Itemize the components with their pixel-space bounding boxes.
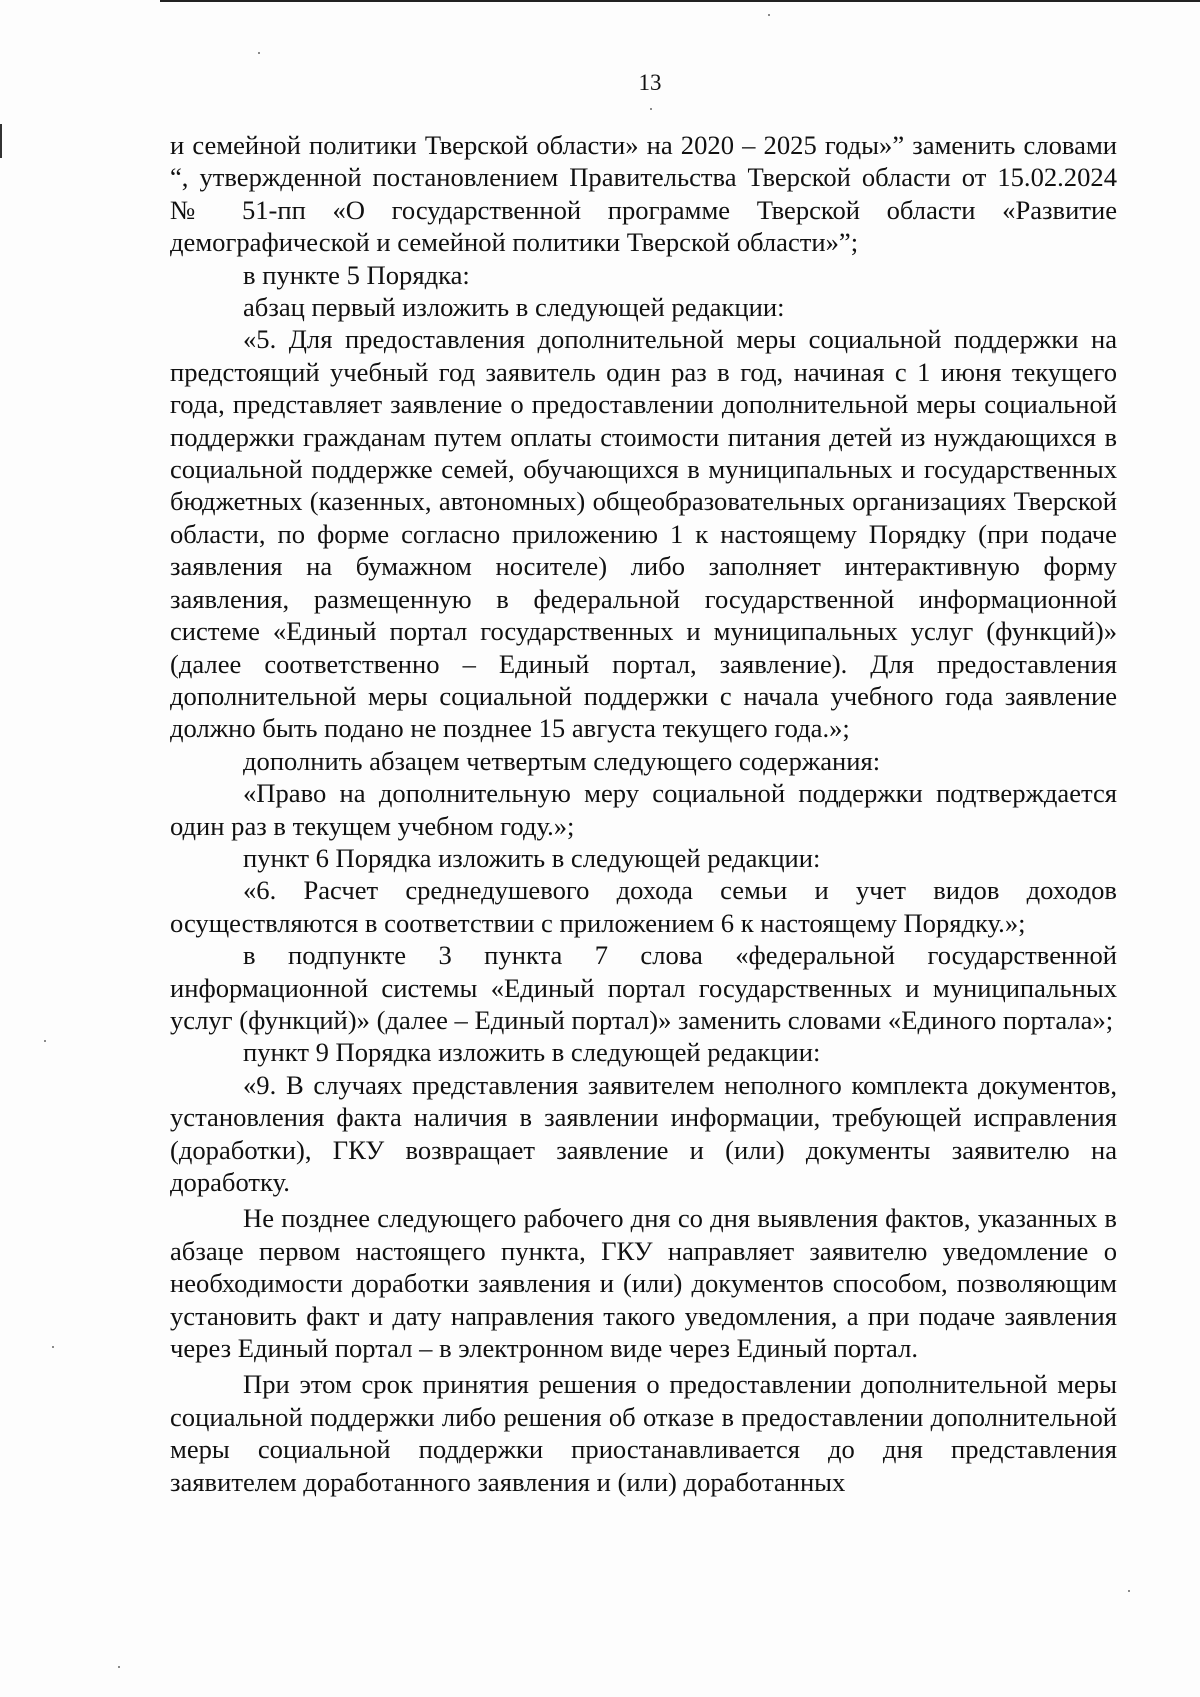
paragraph: «6. Расчет среднедушевого дохода семьи и учет видов доходов осуществляются в соответствии с приложением 6 к настоящему Порядку.»; bbox=[170, 875, 1117, 938]
scan-speck bbox=[768, 14, 770, 16]
paragraph: При этом срок принятия решения о предоставлении дополнительной меры социальной поддержки либо решения об отказе в предоставлении дополнительной меры социальной поддержки приостанавливается до дня представления заявителем доработанного заявления и (или) доработанных bbox=[170, 1369, 1117, 1497]
scan-speck bbox=[258, 52, 260, 54]
scan-margin-mark bbox=[0, 124, 2, 158]
scan-speck bbox=[52, 1346, 54, 1348]
scan-top-edge bbox=[160, 0, 1200, 2]
page-number: 13 bbox=[638, 70, 662, 95]
paragraph: в подпункте 3 пункта 7 слова «федеральной государственной информационной системы «Единый портал государственных и муниципальных услуг (функций)» (далее – Единый портал)» заменить словами «Единого портала»; bbox=[170, 940, 1117, 1035]
paragraph: «9. В случаях представления заявителем неполного комплекта документов, установления факта наличия в заявлении информации, требующей исправления (доработки), ГКУ возвращает заявление и (или) документы заявителю на доработку. bbox=[170, 1069, 1117, 1197]
scan-speck bbox=[1128, 1590, 1130, 1592]
paragraph: абзац первый изложить в следующей редакции: bbox=[243, 292, 785, 323]
scan-speck bbox=[118, 1666, 120, 1668]
paragraph: пункт 6 Порядка изложить в следующей редакции: bbox=[243, 842, 821, 873]
document-body bbox=[170, 129, 1117, 1498]
paragraph: и семейной политики Тверской области» на 2020 – 2025 годы»” заменить словами “, утвержденной постановлением Правительства Тверской области от 15.02.2024 № 51-пп «О государственной программе Тверской области «Развитие демографической и семейной политики Тверской области»”; bbox=[170, 130, 1117, 258]
paragraph: пункт 9 Порядка изложить в следующей редакции: bbox=[243, 1037, 821, 1068]
paragraph: дополнить абзацем четвертым следующего содержания: bbox=[243, 745, 881, 776]
scan-speck bbox=[650, 108, 652, 110]
paragraph: Не позднее следующего рабочего дня со дня выявления фактов, указанных в абзаце первом настоящего пункта, ГКУ направляет заявителю уведомление о необходимости доработки заявления и (или) документов способом, позволяющим установить факт и дату направления такого уведомления, а при подаче заявления через Единый портал – в электронном виде через Единый портал. bbox=[170, 1203, 1117, 1364]
paragraph: в пункте 5 Порядка: bbox=[243, 259, 470, 290]
paragraph: «Право на дополнительную меру социальной поддержки подтверждается один раз в текущем учебном году.»; bbox=[170, 778, 1117, 841]
paragraph: «5. Для предоставления дополнительной меры социальной поддержки на предстоящий учебный год заявитель один раз в год, начиная с 1 июня текущего года, представляет заявление о предоставлении дополнительной меры социальной поддержки гражданам путем оплаты стоимости питания детей из нуждающихся в социальной поддержке семей, обучающихся в муниципальных и государственных бюджетных (казенных, автономных) общеобразовательных организациях Тверской области, по форме согласно приложению 1 к настоящему Порядку (при подаче заявления на бумажном носителе) либо заполняет интерактивную форму заявления, размещенную в федеральной государственной информационной системе «Единый портал государственных и муниципальных услуг (функций)» (далее соответственно – Единый портал, заявление). Для предоставления дополнительной меры социальной поддержки с начала учебного года заявление должно быть подано не позднее 15 августа текущего года.»; bbox=[170, 324, 1117, 744]
scan-speck bbox=[44, 1040, 46, 1042]
